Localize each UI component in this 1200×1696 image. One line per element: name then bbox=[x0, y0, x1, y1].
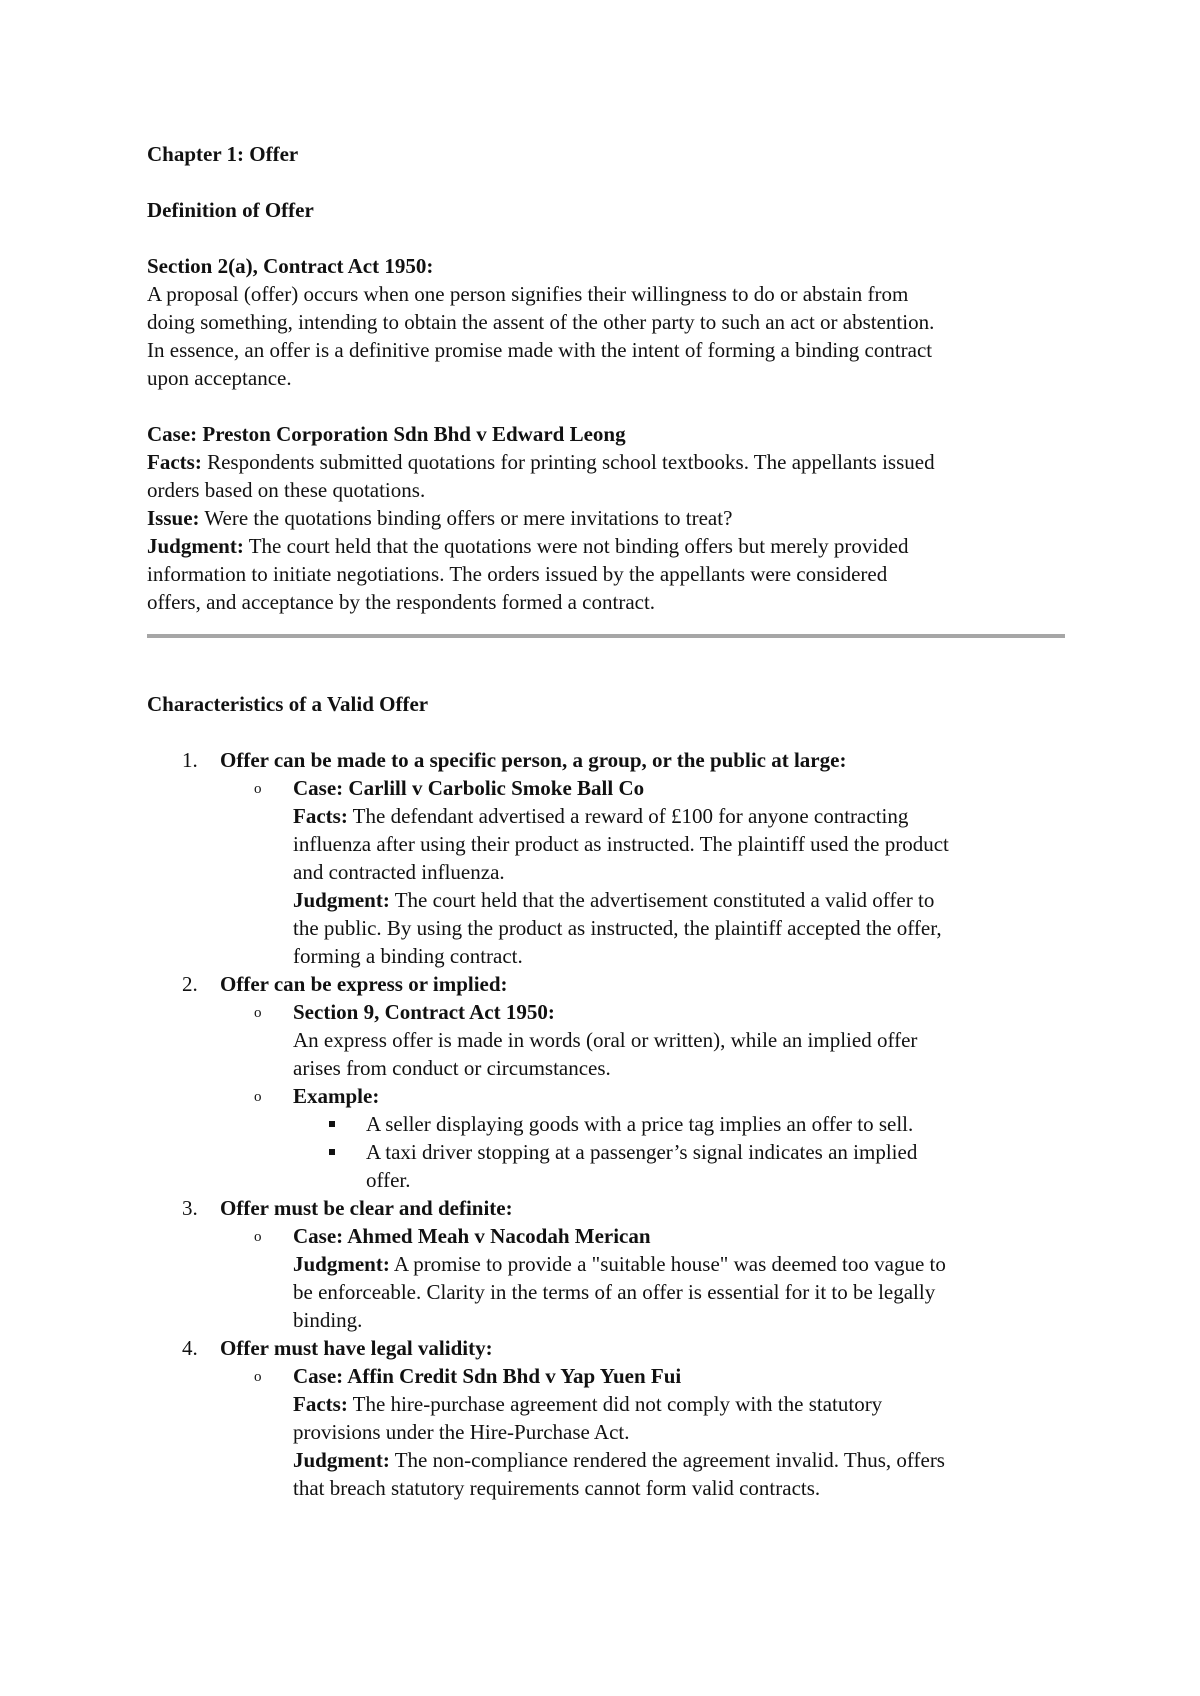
list-number: 2. bbox=[182, 972, 198, 996]
sub-list bbox=[220, 1222, 1067, 1334]
section-line: An express offer is made in words (oral or written), while an implied offer bbox=[293, 1028, 918, 1052]
example-item bbox=[293, 1110, 1067, 1138]
judgment-label: Judgment: bbox=[293, 1252, 390, 1276]
case-heading: Case: Ahmed Meah v Nacodah Merican bbox=[293, 1224, 651, 1248]
paragraph-line: A proposal (offer) occurs when one person signifies their willingness to do or abstain from bbox=[147, 282, 909, 306]
chapter-title: Chapter 1: Offer bbox=[147, 142, 299, 166]
item-heading: Offer can be express or implied: bbox=[220, 972, 508, 996]
facts-label: Facts: bbox=[147, 450, 202, 474]
facts-line: provisions under the Hire-Purchase Act. bbox=[293, 1420, 630, 1444]
judgment-text: The court held that the quotations were not binding offers but merely provided bbox=[243, 534, 909, 558]
section-heading: Section 9, Contract Act 1950: bbox=[293, 1000, 555, 1024]
issue-line bbox=[147, 504, 1067, 532]
judgment-line bbox=[147, 532, 1067, 560]
sub-list bbox=[220, 998, 1067, 1194]
judgment-line: the public. By using the product as instructed, the plaintiff accepted the offer, bbox=[293, 916, 942, 940]
sub-list bbox=[220, 1362, 1067, 1502]
issue-text: Were the quotations binding offers or mere invitations to treat? bbox=[199, 506, 733, 530]
judgment-line bbox=[293, 886, 1067, 914]
sub-list-item bbox=[220, 1222, 1067, 1334]
definition-paragraph bbox=[147, 280, 1067, 392]
item-heading: Offer must be clear and definite: bbox=[220, 1196, 513, 1220]
list-item bbox=[147, 1334, 1067, 1502]
circle-bullet-icon: o bbox=[254, 1089, 262, 1105]
sub-list-item bbox=[220, 998, 1067, 1082]
facts-line: orders based on these quotations. bbox=[147, 478, 426, 502]
sub-list-item bbox=[220, 1362, 1067, 1502]
circle-bullet-icon: o bbox=[254, 1229, 262, 1245]
case-heading: Case: Preston Corporation Sdn Bhd v Edward Leong bbox=[147, 422, 626, 446]
list-item bbox=[147, 746, 1067, 970]
document-page bbox=[147, 140, 1067, 1502]
sub-list-item bbox=[220, 1082, 1067, 1194]
item-heading: Offer can be made to a specific person, a group, or the public at large: bbox=[220, 748, 847, 772]
example-text: A seller displaying goods with a price tag implies an offer to sell. bbox=[366, 1112, 914, 1136]
list-number: 3. bbox=[182, 1196, 198, 1220]
facts-line bbox=[147, 448, 1067, 476]
judgment-label: Judgment: bbox=[293, 888, 390, 912]
paragraph-line: doing something, intending to obtain the assent of the other party to such an act or abstention. bbox=[147, 310, 935, 334]
judgment-text: The non-compliance rendered the agreement invalid. Thus, offers bbox=[389, 1448, 945, 1472]
circle-bullet-icon: o bbox=[254, 1005, 262, 1021]
facts-text: The hire-purchase agreement did not comply with the statutory bbox=[347, 1392, 883, 1416]
characteristics-heading: Characteristics of a Valid Offer bbox=[147, 692, 429, 716]
judgment-line: forming a binding contract. bbox=[293, 944, 523, 968]
judgment-text: A promise to provide a "suitable house" was deemed too vague to bbox=[389, 1252, 946, 1276]
facts-line: influenza after using their product as instructed. The plaintiff used the product bbox=[293, 832, 949, 856]
example-text-continuation: offer. bbox=[366, 1168, 411, 1192]
judgment-line bbox=[293, 1250, 1067, 1278]
judgment-line: information to initiate negotiations. The orders issued by the appellants were considered bbox=[147, 562, 888, 586]
circle-bullet-icon: o bbox=[254, 1369, 262, 1385]
facts-label: Facts: bbox=[293, 1392, 348, 1416]
judgment-text: The court held that the advertisement constituted a valid offer to bbox=[389, 888, 935, 912]
issue-label: Issue: bbox=[147, 506, 200, 530]
facts-text: Respondents submitted quotations for printing school textbooks. The appellants issued bbox=[201, 450, 935, 474]
paragraph-line: upon acceptance. bbox=[147, 366, 292, 390]
sub-list-item bbox=[220, 774, 1067, 970]
facts-line bbox=[293, 1390, 1067, 1418]
judgment-label: Judgment: bbox=[147, 534, 244, 558]
paragraph-line: In essence, an offer is a definitive promise made with the intent of forming a binding contract bbox=[147, 338, 933, 362]
sub-list bbox=[220, 774, 1067, 970]
judgment-line: offers, and acceptance by the respondents formed a contract. bbox=[147, 590, 656, 614]
square-bullet-icon bbox=[329, 1121, 335, 1127]
circle-bullet-icon: o bbox=[254, 781, 262, 797]
characteristics-list bbox=[147, 746, 1067, 1502]
preston-case-block bbox=[147, 420, 1067, 616]
judgment-label: Judgment: bbox=[293, 1448, 390, 1472]
judgment-line: that breach statutory requirements cannot form valid contracts. bbox=[293, 1476, 821, 1500]
judgment-line: binding. bbox=[293, 1308, 363, 1332]
list-number: 1. bbox=[182, 748, 198, 772]
list-item bbox=[147, 970, 1067, 1194]
example-heading: Example: bbox=[293, 1084, 380, 1108]
example-list bbox=[293, 1110, 1067, 1194]
judgment-line bbox=[293, 1446, 1067, 1474]
list-item bbox=[147, 1194, 1067, 1334]
list-number: 4. bbox=[182, 1336, 198, 1360]
judgment-line: be enforceable. Clarity in the terms of an offer is essential for it to be legally bbox=[293, 1280, 936, 1304]
definition-heading: Definition of Offer bbox=[147, 198, 314, 222]
case-heading: Case: Carlill v Carbolic Smoke Ball Co bbox=[293, 776, 645, 800]
facts-label: Facts: bbox=[293, 804, 348, 828]
item-heading: Offer must have legal validity: bbox=[220, 1336, 493, 1360]
section-line: arises from conduct or circumstances. bbox=[293, 1056, 611, 1080]
case-heading: Case: Affin Credit Sdn Bhd v Yap Yuen Fui bbox=[293, 1364, 682, 1388]
example-item bbox=[293, 1138, 1067, 1194]
section-heading: Section 2(a), Contract Act 1950: bbox=[147, 254, 434, 278]
example-text: A taxi driver stopping at a passenger’s signal indicates an implied bbox=[366, 1140, 918, 1164]
facts-line: and contracted influenza. bbox=[293, 860, 505, 884]
facts-text: The defendant advertised a reward of £100 for anyone contracting bbox=[347, 804, 909, 828]
facts-line bbox=[293, 802, 1067, 830]
square-bullet-icon bbox=[329, 1149, 335, 1155]
